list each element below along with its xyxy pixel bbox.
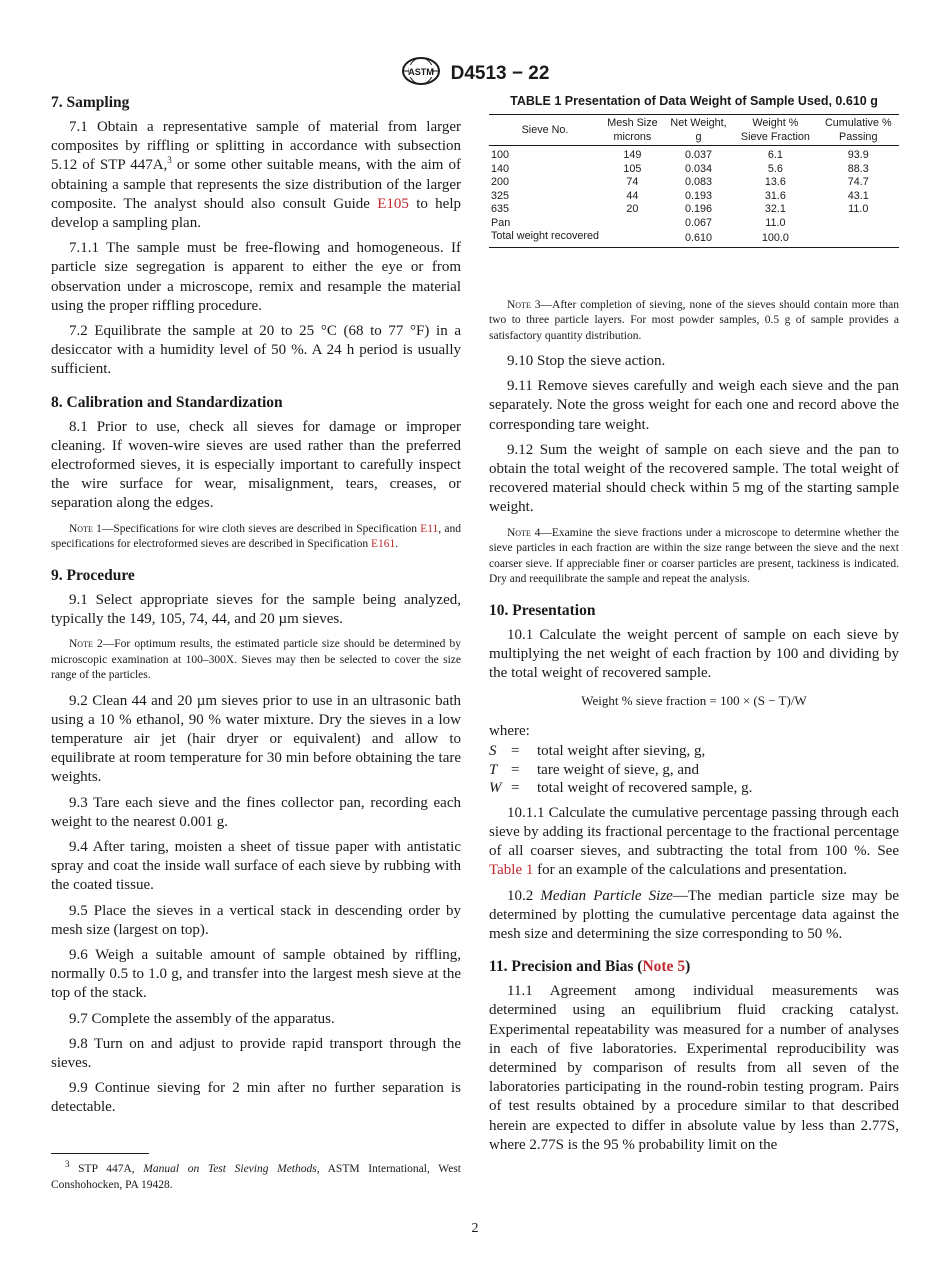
paragraph-7-2: 7.2 Equilibrate the sample at 20 to 25 °C (68 to 77 °F) in a desiccator with a humidity level of 50 %. A 24 h period is usually sufficient. <box>51 323 461 378</box>
link-note-5[interactable]: Note 5 <box>642 958 686 976</box>
footnote-ref-3[interactable]: 3 <box>167 155 172 166</box>
footnote-divider <box>51 1153 149 1154</box>
paragraph-7-1: 7.1 Obtain a representative sample of material from larger composites by riffling or splitting in accordance with subsection 5.12 of STP 447A,$^3$ or some other suitable means, with the aim of obtaining a sample that represents the size distribution of the larger composite. The analyst should also consult Guide E105 to help develop a sampling plan. <box>51 119 461 232</box>
col-header-weight-pct: Weight % Sieve Fraction <box>740 117 810 143</box>
col-header-sieve-no: Sieve No. <box>521 124 569 136</box>
table-row: Total weight recovered 0.610 100.0 <box>489 230 899 247</box>
note-1: Note 1—Specifications for wire cloth sieves are described in Specification E11, and specifications for electroformed sieves are described in Specification E161. <box>51 522 462 551</box>
table-row: 140 105 0.034 5.6 88.3 <box>491 162 869 175</box>
table-row: 635 20 0.196 32.1 11.0 <box>491 203 869 215</box>
definition-s: S = total weight after sieving, g, <box>489 743 706 760</box>
left-column <box>51 94 461 1118</box>
section-8-heading: 8. Calibration and Standardization <box>51 393 283 411</box>
section-10-heading: 10. Presentation <box>489 601 596 619</box>
paragraph-10-2: 10.2 Median Particle Size—The median particle size may be determined by plotting the cumulative percentage data against the mesh size and determining the size corresponding to 50 %. <box>489 887 900 942</box>
astm-logo-icon <box>401 56 441 91</box>
note-2: Note 2—For optimum results, the estimated particle size should be determined by microscopic examination at 100–300X. Sieves may then be selected to cover the size range of the particles. <box>51 638 462 682</box>
paragraph-9-8: 9.8 Turn on and adjust to provide rapid transport through the sieves. <box>51 1035 461 1072</box>
table-row: 200 74 0.083 13.6 74.7 <box>491 176 869 188</box>
table-row: Pan 0.067 11.0 <box>491 216 786 229</box>
table-1-title: TABLE 1 Presentation of Data Weight of Sample Used, 0.610 g <box>510 94 878 108</box>
section-11-heading: 11. Precision and Bias (Note 5) <box>489 958 691 976</box>
where-label: where: <box>489 723 530 740</box>
right-column <box>489 94 899 1155</box>
table-header-row <box>489 115 899 146</box>
link-e11[interactable]: E11 <box>420 522 439 535</box>
table-row: 100 149 0.037 6.1 93.9 <box>491 149 869 161</box>
paragraph-10-1: 10.1 Calculate the weight percent of sample on each sieve by multiplying the net weight of each fraction by 100 and dividing by the total weight of recovered sample. <box>489 626 899 682</box>
paragraph-7-1-1: 7.1.1 The sample must be free-flowing and homogeneous. If particle size segregation is apparent to either the eye or from observation under a microscope, remix and resample the material using the proper riffling procedure. <box>51 240 461 314</box>
link-table-1[interactable]: Table 1 <box>489 862 534 879</box>
col-header-mesh-size: Mesh Size microns <box>607 117 658 143</box>
paragraph-9-2: 9.2 Clean 44 and 20 µm sieves prior to use in an ultrasonic bath using a 10 % ethanol, 90 % water mixture. Dry the sieves in a low temperature air jet (hair dryer or equivalent) and allow to equilibrate at room temperature for 30 min before obtaining the tare weights. <box>51 692 461 786</box>
paragraph-9-3: 9.3 Tare each sieve and the fines collector pan, recording each weight to the nearest 0.001 g. <box>51 794 461 830</box>
col-header-cumulative-pct: Cumulative % Passing <box>824 117 892 143</box>
paragraph-8-1: 8.1 Prior to use, check all sieves for damage or improper cleaning. If woven-wire sieves are used rather than the preferred electroformed sieves, it is especially important to carefully inspect the wire surface for wear, misalignment, tears, creases, or separation along the edges. <box>51 418 461 512</box>
document-id: D4513 − 22 <box>450 62 550 84</box>
section-7-heading: 7. Sampling <box>51 94 130 111</box>
note-4: Note 4—Examine the sieve fractions under a microscope to determine whether the sieve particles in each fraction are within the size range between the sieve and the next coarser sieve. If appreciable finer or coarser particles are present, tackiness is indicated. Dry and reequilibrate the sample and repeat the analysis. <box>489 526 899 586</box>
paragraph-11-1: 11.1 Agreement among individual measurements was determined using an equilibrium fluid cracking catalyst. Experimental repeatability was measured for a number of analyses in each of five laboratories. Experimental reproducibility was determined by comparison of results from all seven of the laboratories participating in the round-robin testing program. Pairs of test results obtained by a procedure similar to that described herein are expected to differ in absolute value by less than 2.77S, where 2.77S is the 95 % probability limit on the <box>489 983 899 1153</box>
paragraph-10-1-1: 10.1.1 Calculate the cumulative percentage passing through each sieve by adding its fractional percentage to the fractional percentage of all coarser sieves, and subtracting the total from 100 %. See Table 1 for an example of the calculations and presentation. <box>489 804 899 879</box>
link-e105[interactable]: E105 <box>377 195 409 212</box>
paragraph-9-6: 9.6 Weigh a suitable amount of sample obtained by riffling, normally 0.5 to 1.0 g, and transfer into the largest mesh sieve at the top of the stack. <box>51 947 461 1002</box>
paragraph-9-10: 9.10 Stop the sieve action. <box>507 353 666 369</box>
definition-t: T = tare weight of sieve, g, and <box>489 761 700 778</box>
paragraph-9-12: 9.12 Sum the weight of sample on each sieve and the pan to obtain the total weight of the recovered sample. The total weight of recovered material should check within 5 mg of the starting sample weight. <box>489 441 899 516</box>
page-header <box>0 56 950 91</box>
paragraph-9-1: 9.1 Select appropriate sieves for the sample being analyzed, typically the 149, 105, 74, 44, and 20 µm sieves. <box>51 591 461 627</box>
paragraph-9-5: 9.5 Place the sieves in a vertical stack in descending order by mesh size (largest on top). <box>51 902 461 938</box>
link-e161[interactable]: E161 <box>370 538 396 551</box>
weight-formula: Weight % sieve fraction = 100 × (S − T)/W <box>581 693 807 709</box>
paragraph-9-9: 9.9 Continue sieving for 2 min after no further separation is detectable. <box>51 1080 461 1116</box>
table-1 <box>489 114 899 248</box>
definition-w: W = total weight of recovered sample, g. <box>489 780 753 797</box>
logo-text: ASTM <box>407 67 434 77</box>
paragraph-9-11: 9.11 Remove sieves carefully and weigh each sieve and the pan separately. Note the gross weight for each one and record above the corresponding tare weight. <box>489 378 899 433</box>
page-number: 2 <box>471 1221 479 1236</box>
paragraph-9-7: 9.7 Complete the assembly of the apparatus. <box>69 1010 335 1027</box>
note-3: Note 3—After completion of sieving, none of the sieves should contain more than two to three particle layers. For most powder samples, 0.5 g of sample provides a satisfactory quantity distribution. <box>489 298 899 342</box>
paragraph-9-4: 9.4 After taring, moisten a sheet of tissue paper with antistatic spray and coat the inside wall surface of each sieve by rubbing with the coated tissue. <box>51 838 461 894</box>
footnote-3: $^3$ STP 447A, Manual on Test Sieving Methods, ASTM International, West Conshohocken, PA 19428. <box>51 1159 462 1191</box>
section-9-heading: 9. Procedure <box>51 566 135 584</box>
table-row: 325 44 0.193 31.6 43.1 <box>491 189 869 202</box>
col-header-net-weight: Net Weight, g <box>670 117 727 143</box>
